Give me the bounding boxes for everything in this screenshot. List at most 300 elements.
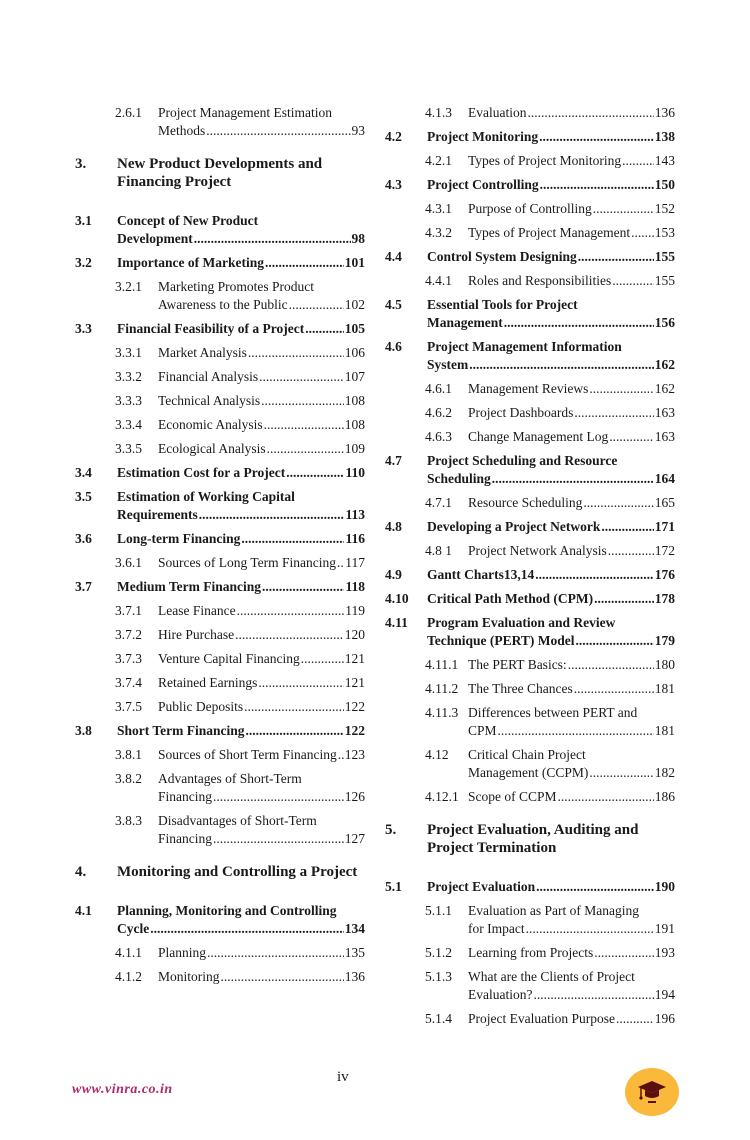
toc-entry[interactable] <box>75 674 365 692</box>
toc-entry[interactable] <box>75 770 365 806</box>
toc-entry-number: 3.7.5 <box>115 699 142 714</box>
toc-entry-number: 3.3.2 <box>115 369 142 384</box>
toc-entry-page: 156 <box>654 315 675 330</box>
toc-entry-body <box>427 518 675 536</box>
toc-entry-body <box>158 554 365 572</box>
toc-entry-page: 150 <box>654 177 675 192</box>
toc-entry-page: 164 <box>654 471 675 486</box>
toc-entry-body <box>427 614 675 650</box>
toc-entry-page: 163 <box>654 405 675 420</box>
toc-entry-number: 4.12 <box>425 747 449 762</box>
toc-entry-body <box>468 272 675 290</box>
toc-entry[interactable] <box>385 176 675 194</box>
toc-entry-number: 5.1.3 <box>425 969 452 984</box>
toc-entry-body <box>158 392 365 410</box>
toc-entry-body <box>158 812 365 848</box>
toc-entry[interactable] <box>385 746 675 782</box>
toc-entry-number: 4.5 <box>385 297 402 312</box>
toc-entry-page: 138 <box>654 129 675 144</box>
toc-entry-number: 5.1.4 <box>425 1011 452 1026</box>
toc-entry[interactable] <box>385 590 675 608</box>
toc-entry[interactable] <box>385 680 675 698</box>
toc-entry[interactable] <box>385 248 675 266</box>
toc-entry-page: 180 <box>654 657 675 672</box>
toc-entry-number: 2.6.1 <box>115 105 142 120</box>
toc-entry-number: 4.11.3 <box>425 705 459 720</box>
toc-entry-title: Ecological Analysis ..... <box>158 441 266 456</box>
toc-entry-page: 155 <box>654 273 675 288</box>
toc-entry-title: Scope of CCPM ..... <box>468 789 557 804</box>
toc-entry-title: Types of Project Monitoring ..... <box>468 153 621 168</box>
toc-entry-number: 3.7.4 <box>115 675 142 690</box>
toc-entry-title: Evaluation ..... <box>468 105 526 120</box>
toc-entry-page: 143 <box>654 153 675 168</box>
toc-entry-title: Project Evaluation Purpose ..... <box>468 1011 615 1026</box>
toc-entry-title: Resource Scheduling ..... <box>468 495 582 510</box>
toc-entry-body <box>158 344 365 362</box>
toc-entry-page: 196 <box>654 1011 675 1026</box>
toc-entry-body <box>468 968 675 1004</box>
toc-entry[interactable] <box>75 440 365 458</box>
toc-entry-page: 121 <box>344 651 365 666</box>
toc-entry[interactable] <box>385 338 675 374</box>
toc-entry-body <box>117 212 365 248</box>
toc-entry-title: Concept of New Product Development ..... <box>117 213 258 246</box>
toc-entry-body <box>427 128 675 146</box>
toc-entry-title: Sources of Long Term Financing ..... <box>158 555 336 570</box>
toc-entry-page: 193 <box>654 945 675 960</box>
toc-entry-page: 108 <box>344 393 365 408</box>
toc-entry-title: Project Management Estimation Methods ..... <box>158 105 332 138</box>
toc-entry-body <box>427 590 675 608</box>
toc-entry-title: The PERT Basics: ..... <box>468 657 567 672</box>
toc-entry-page: 127 <box>344 831 365 846</box>
toc-entry-body <box>468 656 675 674</box>
toc-entry-title: Critical Chain Project Management (CCPM) ..... <box>468 747 588 780</box>
toc-entry[interactable] <box>75 464 365 482</box>
toc-entry-title: Learning from Projects ..... <box>468 945 593 960</box>
toc-entry-title: Public Deposits ..... <box>158 699 243 714</box>
toc-entry-number: 3.3.1 <box>115 345 142 360</box>
toc-entry-title: Lease Finance ..... <box>158 603 236 618</box>
toc-entry-title: Medium Term Financing ..... <box>117 579 261 594</box>
toc-entry-page: 136 <box>344 969 365 984</box>
toc-entry-number: 4.11 <box>385 615 408 630</box>
toc-entry-page: 172 <box>654 543 675 558</box>
toc-entry[interactable] <box>385 518 675 536</box>
toc-entry[interactable] <box>75 698 365 716</box>
toc-entry[interactable] <box>385 542 675 560</box>
toc-entry-number: 3.8 <box>75 723 92 738</box>
toc-entry[interactable] <box>385 152 675 170</box>
toc-entry-number: 3.3.3 <box>115 393 142 408</box>
toc-entry-body <box>468 404 675 422</box>
toc-entry-number: 5.1.1 <box>425 903 452 918</box>
toc-entry-page: 135 <box>344 945 365 960</box>
toc-entry[interactable] <box>385 902 675 938</box>
toc-entry[interactable] <box>75 812 365 848</box>
toc-entry-body <box>117 320 365 338</box>
toc-entry-title: Evaluation as Part of Managing for Impact ..... <box>468 903 639 936</box>
toc-entry-body <box>158 944 365 962</box>
toc-entry-title: Economic Analysis ..... <box>158 417 263 432</box>
toc-entry[interactable] <box>385 200 675 218</box>
toc-entry[interactable] <box>75 344 365 362</box>
toc-entry-body <box>158 626 365 644</box>
toc-entry-number: 4.4.1 <box>425 273 452 288</box>
toc-entry-body <box>427 338 675 374</box>
toc-entry[interactable] <box>385 704 675 740</box>
toc-entry-body <box>158 698 365 716</box>
toc-entry-page: 116 <box>345 531 365 546</box>
toc-entry-page: 162 <box>654 381 675 396</box>
toc-entry[interactable] <box>385 878 675 896</box>
toc-entry-body <box>158 602 365 620</box>
toc-entry-title: Monitoring and Controlling a Project <box>117 864 358 880</box>
toc-entry-page: 117 <box>345 555 365 570</box>
toc-entry[interactable] <box>385 614 675 650</box>
toc-entry-page: 106 <box>344 345 365 360</box>
toc-entry-page: 109 <box>344 441 365 456</box>
toc-entry-body <box>427 452 675 488</box>
toc-entry-number: 4.10 <box>385 591 409 606</box>
toc-entry-title: Estimation Cost for a Project ..... <box>117 465 285 480</box>
toc-entry[interactable] <box>385 272 675 290</box>
toc-entry[interactable] <box>385 452 675 488</box>
toc-entry-body <box>158 104 365 140</box>
toc-entry-number: 4.6 <box>385 339 402 354</box>
toc-entry-number: 3.8.3 <box>115 813 142 828</box>
toc-entry[interactable] <box>75 368 365 386</box>
toc-entry-body <box>117 902 365 938</box>
toc-entry-title: Change Management Log ..... <box>468 429 608 444</box>
toc-entry-title: What are the Clients of Project Evaluation? ..... <box>468 969 635 1002</box>
toc-entry[interactable] <box>75 722 365 740</box>
toc-entry-body <box>158 368 365 386</box>
toc-entry-title: Sources of Short Term Financing ..... <box>158 747 337 762</box>
toc-entry-body <box>427 176 675 194</box>
graduation-cap-icon <box>625 1068 679 1116</box>
toc-entry-title: Differences between PERT and CPM ..... <box>468 705 637 738</box>
toc-entry-title: Financial Feasibility of a Project ..... <box>117 321 304 336</box>
toc-entry-title: Planning ..... <box>158 945 206 960</box>
toc-entry-number: 4.1 <box>75 903 92 918</box>
toc-entry-number: 4.6.1 <box>425 381 452 396</box>
toc-entry[interactable] <box>75 254 365 272</box>
toc-entry[interactable] <box>385 566 675 584</box>
toc-entry-body <box>468 380 675 398</box>
toc-entry-page: 123 <box>344 747 365 762</box>
toc-entry-body <box>427 566 675 584</box>
toc-entry-number: 4.7 <box>385 453 402 468</box>
toc-entry-number: 4.1.2 <box>115 969 142 984</box>
toc-entry-body <box>117 254 365 272</box>
toc-entry-title: New Product Developments and Financing Project <box>117 156 323 190</box>
toc-entry-page: 98 <box>351 231 365 246</box>
toc-entry-body <box>117 530 365 548</box>
toc-entry[interactable] <box>75 902 365 938</box>
toc-entry[interactable] <box>75 578 365 596</box>
toc-entry[interactable] <box>75 968 365 986</box>
toc-entry[interactable] <box>75 746 365 764</box>
toc-entry-page: 190 <box>654 879 675 894</box>
toc-entry-title: Project Management Information System ..... <box>427 339 622 372</box>
toc-entry-title: Types of Project Management ..... <box>468 225 630 240</box>
toc-entry-body <box>117 863 365 881</box>
toc-entry-page: 118 <box>345 579 365 594</box>
toc-entry[interactable] <box>385 968 675 1004</box>
toc-entry-body <box>158 440 365 458</box>
toc-entry-number: 4.6.3 <box>425 429 452 444</box>
toc-entry-body <box>468 704 675 740</box>
toc-entry-body <box>468 944 675 962</box>
toc-entry-page: 152 <box>654 201 675 216</box>
toc-entry-title: Program Evaluation and Review Technique (PERT) Model ..... <box>427 615 615 648</box>
toc-entry-page: 119 <box>345 603 365 618</box>
footer-website-link[interactable]: www.vinra.co.in <box>72 1082 173 1097</box>
toc-entry-number: 4.8 <box>385 519 402 534</box>
page-number: iv <box>337 1069 349 1085</box>
toc-entry-body <box>117 722 365 740</box>
toc-entry-title: Project Scheduling and Resource Scheduling ..... <box>427 453 617 486</box>
toc-entry-number: 3. <box>75 156 87 172</box>
toc-entry-number: 3.7.1 <box>115 603 142 618</box>
toc-chapter-heading <box>385 821 675 857</box>
toc-entry-number: 4.11.1 <box>425 657 459 672</box>
toc-entry-number: 3.1 <box>75 213 92 228</box>
toc-entry-title: Roles and Responsibilities ..... <box>468 273 611 288</box>
toc-entry-page: 178 <box>654 591 675 606</box>
toc-entry-number: 3.2 <box>75 255 92 270</box>
toc-entry-number: 3.3.4 <box>115 417 142 432</box>
toc-entry-title: Monitoring ..... <box>158 969 220 984</box>
toc-entry[interactable] <box>75 944 365 962</box>
toc-entry-number: 4.9 <box>385 567 402 582</box>
toc-entry-body <box>158 746 365 764</box>
toc-entry[interactable] <box>75 554 365 572</box>
toc-entry-number: 4. <box>75 864 87 880</box>
toc-entry-page: 182 <box>654 765 675 780</box>
toc-entry-title: Estimation of Working Capital Requirements ..... <box>117 489 295 522</box>
toc-entry-number: 3.5 <box>75 489 92 504</box>
toc-entry-body <box>468 152 675 170</box>
toc-entry-title: Technical Analysis ..... <box>158 393 260 408</box>
toc-entry-number: 4.1.1 <box>115 945 142 960</box>
toc-entry-title: Project Controlling ..... <box>427 177 539 192</box>
toc-entry[interactable] <box>385 494 675 512</box>
toc-entry-title: Critical Path Method (CPM) ..... <box>427 591 593 606</box>
toc-entry-body <box>468 902 675 938</box>
toc-entry[interactable] <box>75 626 365 644</box>
toc-entry-title: Advantages of Short-Term Financing ..... <box>158 771 302 804</box>
toc-entry-number: 3.7.2 <box>115 627 142 642</box>
toc-entry-number: 4.3.2 <box>425 225 452 240</box>
toc-entry-page: 163 <box>654 429 675 444</box>
toc-entry[interactable] <box>75 104 365 140</box>
toc-entry-page: 122 <box>344 699 365 714</box>
toc-entry-number: 4.8 1 <box>425 543 452 558</box>
toc-entry[interactable] <box>75 602 365 620</box>
toc-entry[interactable] <box>385 380 675 398</box>
toc-entry-number: 4.4 <box>385 249 402 264</box>
toc-entry[interactable] <box>75 530 365 548</box>
toc-entry-body <box>468 104 675 122</box>
toc-entry-body <box>158 650 365 668</box>
toc-entry-page: 181 <box>654 681 675 696</box>
toc-entry-number: 3.7.3 <box>115 651 142 666</box>
toc-entry[interactable] <box>75 416 365 434</box>
toc-entry-body <box>468 746 675 782</box>
toc-entry-title: Gantt Charts13,14 ..... <box>427 567 534 582</box>
toc-entry-number: 3.3 <box>75 321 92 336</box>
toc-entry[interactable] <box>385 944 675 962</box>
toc-entry-number: 4.11.2 <box>425 681 459 696</box>
toc-entry-number: 4.3.1 <box>425 201 452 216</box>
toc-entry-number: 3.7 <box>75 579 92 594</box>
toc-entry-number: 4.2.1 <box>425 153 452 168</box>
toc-entry-body <box>117 155 365 191</box>
toc-entry-title: Long-term Financing ..... <box>117 531 240 546</box>
toc-entry-page: 93 <box>351 123 365 138</box>
toc-entry-page: 105 <box>344 321 365 336</box>
toc-entry[interactable] <box>75 320 365 338</box>
toc-entry-page: 120 <box>344 627 365 642</box>
toc-entry-number: 5. <box>385 822 397 838</box>
toc-entry[interactable] <box>75 392 365 410</box>
toc-entry[interactable] <box>385 128 675 146</box>
toc-entry[interactable] <box>385 656 675 674</box>
toc-entry-number: 3.8.1 <box>115 747 142 762</box>
toc-entry[interactable] <box>385 788 675 806</box>
toc-entry-number: 4.7.1 <box>425 495 452 510</box>
toc-entry-page: 107 <box>344 369 365 384</box>
toc-entry-title: The Three Chances ..... <box>468 681 573 696</box>
toc-entry-body <box>117 488 365 524</box>
toc-entry-page: 136 <box>654 105 675 120</box>
toc-entry-body <box>468 680 675 698</box>
toc-entry-body <box>468 224 675 242</box>
toc-entry-title: Developing a Project Network ..... <box>427 519 600 534</box>
toc-left-column <box>75 104 365 992</box>
toc-entry-number: 4.3 <box>385 177 402 192</box>
toc-entry-title: Project Monitoring ..... <box>427 129 538 144</box>
toc-entry-page: 179 <box>654 633 675 648</box>
toc-entry-page: 101 <box>344 255 365 270</box>
toc-entry-number: 3.2.1 <box>115 279 142 294</box>
toc-entry[interactable] <box>75 278 365 314</box>
toc-entry-page: 110 <box>345 465 365 480</box>
toc-entry-title: Short Term Financing ..... <box>117 723 245 738</box>
toc-entry-page: 165 <box>654 495 675 510</box>
toc-entry-number: 3.4 <box>75 465 92 480</box>
toc-entry-body <box>468 1010 675 1028</box>
toc-right-column <box>385 104 675 1034</box>
toc-entry-page: 122 <box>344 723 365 738</box>
toc-entry-title: Financial Analysis ..... <box>158 369 258 384</box>
toc-entry-title: Essential Tools for Project Management ..... <box>427 297 578 330</box>
toc-entry-page: 176 <box>654 567 675 582</box>
toc-entry-page: 171 <box>654 519 675 534</box>
toc-entry-page: 194 <box>654 987 675 1002</box>
toc-entry-page: 108 <box>344 417 365 432</box>
toc-entry-title: Control System Designing ..... <box>427 249 577 264</box>
toc-entry[interactable] <box>385 428 675 446</box>
toc-entry-page: 155 <box>654 249 675 264</box>
toc-entry-title: Project Network Analysis ..... <box>468 543 607 558</box>
toc-entry-body <box>427 878 675 896</box>
toc-entry-title: Purpose of Controlling ..... <box>468 201 592 216</box>
toc-entry[interactable] <box>75 212 365 248</box>
toc-chapter-heading <box>75 155 365 191</box>
toc-entry-number: 3.8.2 <box>115 771 142 786</box>
toc-entry-number: 4.6.2 <box>425 405 452 420</box>
toc-entry[interactable] <box>75 488 365 524</box>
toc-entry-title: Project Evaluation, Auditing and Project Termination <box>427 822 639 856</box>
toc-entry-title: Project Dashboards ..... <box>468 405 573 420</box>
toc-entry[interactable] <box>75 650 365 668</box>
toc-entry-page: 191 <box>654 921 675 936</box>
toc-chapter-heading <box>75 863 365 881</box>
toc-entry-page: 102 <box>344 297 365 312</box>
toc-entry[interactable] <box>385 224 675 242</box>
toc-entry-page: 121 <box>344 675 365 690</box>
toc-entry-number: 5.1.2 <box>425 945 452 960</box>
toc-entry-page: 186 <box>654 789 675 804</box>
toc-entry[interactable] <box>385 1010 675 1028</box>
toc-entry-body <box>468 428 675 446</box>
toc-entry-page: 181 <box>654 723 675 738</box>
toc-entry-page: 126 <box>344 789 365 804</box>
toc-entry-number: 3.6.1 <box>115 555 142 570</box>
toc-entry-body <box>158 416 365 434</box>
toc-entry-body <box>117 464 365 482</box>
toc-entry[interactable] <box>385 404 675 422</box>
toc-entry-body <box>427 296 675 332</box>
toc-entry-body <box>158 674 365 692</box>
toc-entry-page: 162 <box>654 357 675 372</box>
toc-entry-title: Planning, Monitoring and Controlling Cycle ..... <box>117 903 337 936</box>
toc-entry-page: 153 <box>654 225 675 240</box>
toc-entry-body <box>158 968 365 986</box>
toc-entry-title: Management Reviews ..... <box>468 381 588 396</box>
toc-entry-number: 5.1 <box>385 879 402 894</box>
toc-entry-title: Marketing Promotes Product Awareness to the Public ..... <box>158 279 314 312</box>
toc-entry-body <box>468 542 675 560</box>
toc-entry-body <box>468 200 675 218</box>
toc-entry-title: Retained Earnings ..... <box>158 675 257 690</box>
toc-entry-title: Hire Purchase ..... <box>158 627 234 642</box>
toc-entry-body <box>468 494 675 512</box>
toc-entry-body <box>468 788 675 806</box>
toc-entry-number: 3.3.5 <box>115 441 142 456</box>
toc-entry[interactable] <box>385 104 675 122</box>
toc-entry-body <box>427 248 675 266</box>
toc-entry-page: 134 <box>344 921 365 936</box>
toc-entry-number: 4.12.1 <box>425 789 459 804</box>
toc-entry-body <box>427 821 675 857</box>
toc-entry-title: Venture Capital Financing ..... <box>158 651 300 666</box>
toc-entry-body <box>158 278 365 314</box>
toc-entry-body <box>158 770 365 806</box>
toc-entry-page: 113 <box>345 507 365 522</box>
toc-entry-body <box>117 578 365 596</box>
toc-entry-title: Disadvantages of Short-Term Financing ..... <box>158 813 317 846</box>
toc-entry-number: 4.1.3 <box>425 105 452 120</box>
toc-entry[interactable] <box>385 296 675 332</box>
toc-entry-title: Market Analysis ..... <box>158 345 247 360</box>
toc-entry-number: 3.6 <box>75 531 92 546</box>
toc-entry-number: 4.2 <box>385 129 402 144</box>
